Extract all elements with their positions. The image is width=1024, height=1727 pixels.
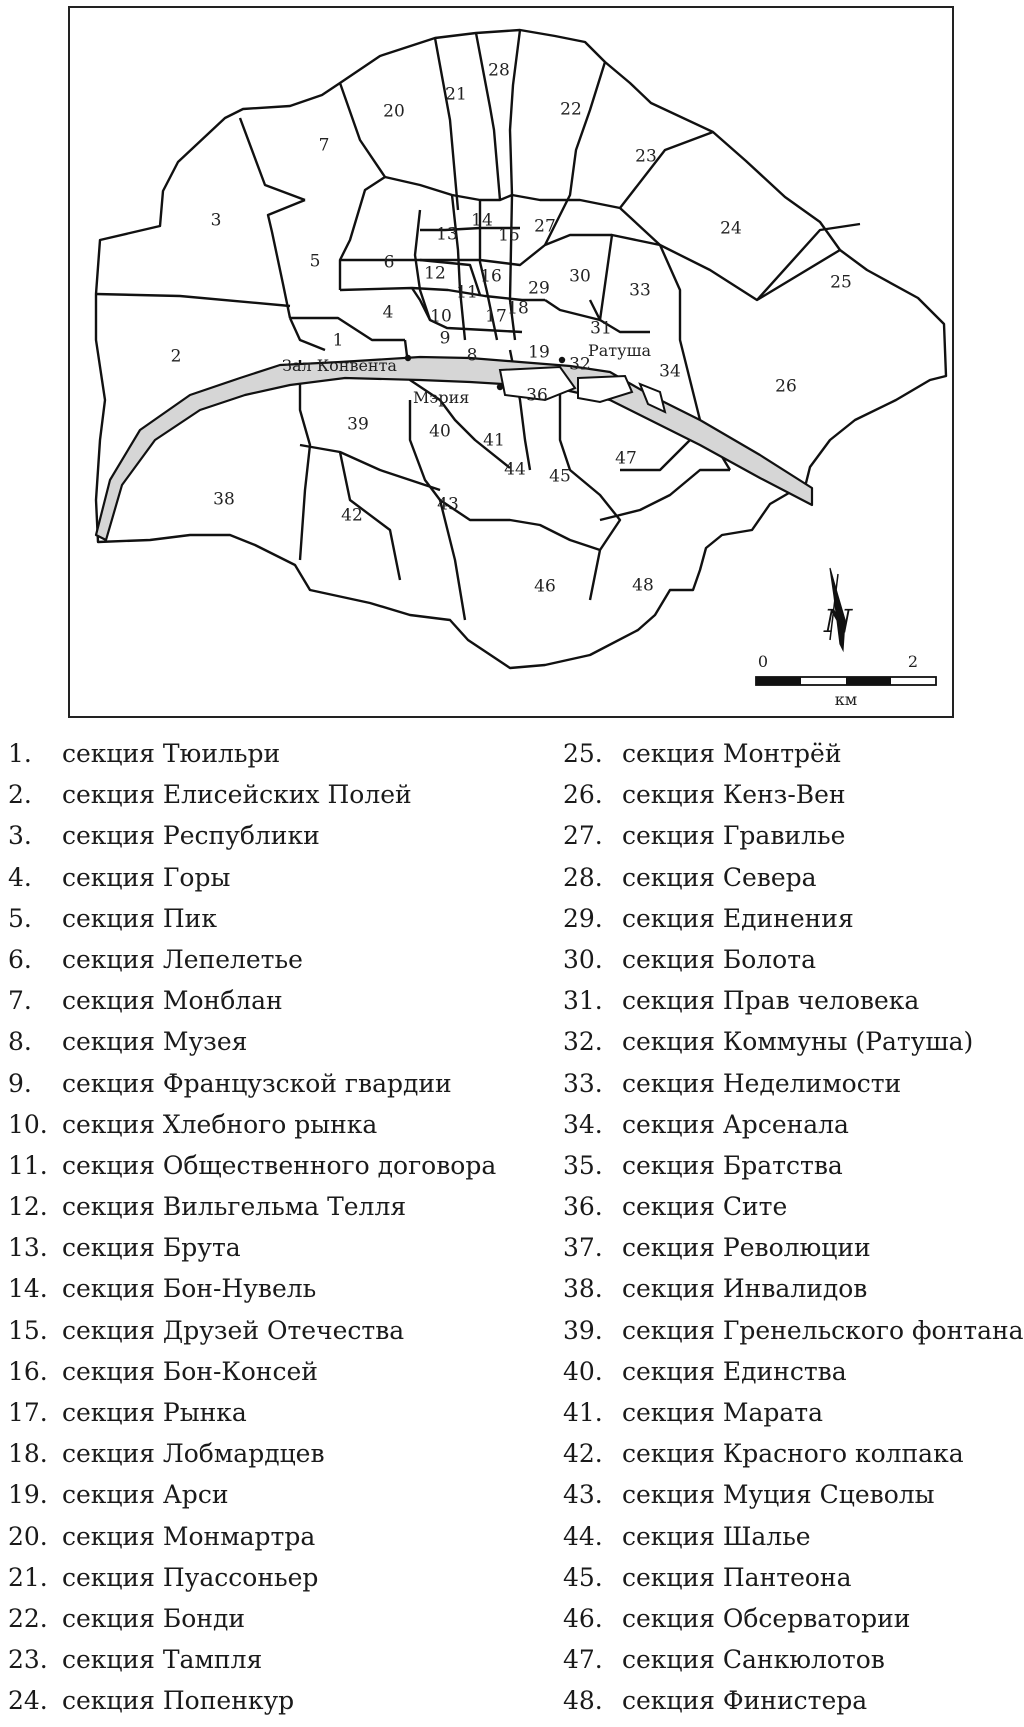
legend-section-name: секция Рынка	[62, 1398, 247, 1427]
legend-number: 48.	[563, 1686, 603, 1716]
section-number-25: 25	[830, 272, 852, 293]
legend-section-name: секция Друзей Отечества	[62, 1315, 405, 1345]
section-number-28: 28	[488, 60, 510, 81]
legend-section-name: секция Братства	[622, 1150, 843, 1180]
section-number-40: 40	[429, 421, 451, 442]
legend-number: 23.	[8, 1645, 48, 1675]
north-letter: N	[824, 602, 852, 640]
section-number-38: 38	[213, 489, 235, 510]
legend-section-name: секция Неделимости	[622, 1068, 902, 1098]
legend-number: 12.	[8, 1192, 48, 1222]
legend-section-name: секция Болота	[622, 944, 816, 974]
legend-section-name: секция Бон-Нувель	[62, 1274, 317, 1304]
legend-number: 44.	[563, 1521, 603, 1551]
section-number-47: 47	[615, 448, 637, 469]
legend-section-name: секция Гренельского фонтана	[622, 1315, 1024, 1345]
section-number-33: 33	[629, 280, 651, 301]
legend-section-name: секция Пик	[62, 903, 217, 933]
legend-number: 47.	[563, 1645, 603, 1675]
legend-number: 30.	[563, 944, 603, 974]
city-hall-label: Ратуша	[588, 341, 651, 360]
legend-section-name: секция Пуассоньер	[62, 1562, 319, 1592]
legend-number: 26.	[563, 780, 603, 810]
legend-section-name: секция Горы	[62, 862, 231, 892]
legend-number: 7.	[8, 986, 32, 1016]
legend-section-name: секция Шалье	[622, 1521, 811, 1551]
legend-section-name: секция Сите	[622, 1192, 788, 1222]
legend-number: 21.	[8, 1562, 48, 1592]
section-number-46: 46	[534, 576, 556, 597]
legend-number: 10.	[8, 1109, 48, 1139]
legend-section-name: секция Единения	[622, 903, 854, 933]
legend-number: 35.	[563, 1150, 603, 1180]
section-number-2: 2	[170, 346, 182, 367]
legend-section-name: секция Монмартра	[62, 1521, 316, 1551]
legend-section-name: секция Монблан	[62, 986, 283, 1016]
section-number-48: 48	[632, 575, 654, 596]
section-number-26: 26	[775, 376, 797, 397]
legend-number: 18.	[8, 1439, 48, 1469]
section-number-6: 6	[383, 252, 395, 273]
legend-number: 32.	[563, 1027, 603, 1057]
legend-number: 20.	[8, 1521, 48, 1551]
section-number-1: 1	[332, 330, 344, 351]
section-number-44: 44	[504, 459, 526, 480]
legend-section-name: секция Красного колпака	[622, 1439, 964, 1469]
legend-section-name: секция Лепелетье	[62, 944, 303, 974]
section-boundaries	[96, 30, 946, 668]
legend-number: 29.	[563, 903, 603, 933]
legend-section-name: секция Елисейских Полей	[62, 780, 412, 810]
scale-unit-label: км	[834, 690, 858, 709]
legend-section-name: секция Бонди	[62, 1603, 246, 1633]
section-number-11: 11	[456, 282, 478, 303]
legend-section-name: секция Республики	[62, 821, 320, 851]
section-number-43: 43	[437, 494, 459, 515]
legend-section-name: секция Муция Сцеволы	[622, 1480, 935, 1510]
legend-section-name: секция Французской гвардии	[62, 1068, 452, 1098]
section-number-20: 20	[383, 101, 405, 122]
section-number-30: 30	[569, 266, 591, 287]
legend-number: 34.	[563, 1109, 603, 1139]
section-number-23: 23	[635, 146, 657, 167]
legend-number: 1.	[8, 739, 32, 768]
section-number-32: 32	[569, 354, 591, 375]
legend-number: 40.	[563, 1356, 603, 1386]
section-number-7: 7	[318, 135, 330, 156]
legend-section-name: секция Брута	[62, 1233, 241, 1263]
legend-number: 13.	[8, 1233, 48, 1263]
legend-section-name: секция Хлебного рынка	[62, 1109, 378, 1139]
legend-section-name: секция Марата	[622, 1398, 824, 1427]
legend-number: 33.	[563, 1068, 603, 1098]
legend-section-name: секция Вильгельма Телля	[62, 1192, 407, 1222]
legend-section-name: секция Монтрёй	[622, 739, 842, 768]
legend-section-name: секция Пантеона	[622, 1562, 852, 1592]
section-number-41: 41	[483, 430, 505, 451]
legend-section-name: секция Финистера	[622, 1686, 868, 1716]
legend-section-name: секция Обсерватории	[622, 1603, 911, 1633]
legend-section-name: секция Прав человека	[622, 986, 920, 1016]
section-number-42: 42	[341, 505, 363, 526]
legend-number: 9.	[8, 1068, 32, 1098]
legend-number: 17.	[8, 1398, 48, 1427]
legend-number: 28.	[563, 862, 603, 892]
legend-number: 41.	[563, 1398, 603, 1427]
section-number-36: 36	[526, 385, 548, 406]
legend-section-name: секция Кенз-Вен	[622, 780, 846, 810]
city-hall-marker	[559, 357, 565, 363]
legend-number: 3.	[8, 821, 32, 851]
legend-section-name: секция Арсенала	[622, 1109, 849, 1139]
section-number-17: 17	[485, 306, 507, 327]
legend-number: 36.	[563, 1192, 603, 1222]
legend-section-name: секция Бон-Консей	[62, 1356, 318, 1386]
legend-section-name: секция Музея	[62, 1027, 248, 1057]
north-arrow	[823, 568, 853, 650]
mairie-label: Мэрия	[413, 388, 470, 407]
scale-bar	[756, 652, 936, 709]
paris-sections-map	[0, 0, 1024, 730]
section-number-18: 18	[507, 298, 529, 319]
legend-number: 39.	[563, 1315, 603, 1345]
legend-number: 46.	[563, 1603, 603, 1633]
legend-section-name: секция Попенкур	[62, 1686, 295, 1716]
legend-number: 8.	[8, 1027, 32, 1057]
scale-start-label: 0	[757, 652, 769, 671]
legend-number: 31.	[563, 986, 603, 1016]
scale-end-label: 2	[907, 652, 919, 671]
legend-number: 45.	[563, 1562, 603, 1592]
legend-number: 19.	[8, 1480, 48, 1510]
mairie-marker	[497, 384, 503, 390]
section-number-12: 12	[424, 263, 446, 284]
legend-number: 2.	[8, 780, 32, 810]
legend-number: 27.	[563, 821, 603, 851]
legend-section-name: секция Общественного договора	[62, 1150, 497, 1180]
section-number-39: 39	[347, 414, 369, 435]
section-number-34: 34	[659, 361, 681, 382]
section-number-31: 31	[590, 318, 612, 339]
legend-number: 5.	[8, 903, 32, 933]
section-number-15: 15	[498, 225, 520, 246]
section-number-21: 21	[445, 84, 467, 105]
legend-section-name: секция Тюильри	[62, 739, 281, 768]
legend-section-name: секция Севера	[622, 862, 817, 892]
section-number-19: 19	[528, 342, 550, 363]
legend-number: 42.	[563, 1439, 603, 1469]
legend-number: 25.	[563, 739, 603, 768]
section-number-9: 9	[439, 328, 451, 349]
section-number-8: 8	[466, 345, 478, 366]
section-number-27: 27	[534, 216, 556, 237]
legend-number: 24.	[8, 1686, 48, 1716]
legend-number: 37.	[563, 1233, 603, 1263]
legend-section-name: секция Гравилье	[622, 821, 846, 851]
legend-section-name: секция Революции	[622, 1233, 871, 1263]
section-number-45: 45	[549, 466, 571, 487]
section-number-5: 5	[309, 251, 321, 272]
section-number-16: 16	[480, 266, 502, 287]
section-number-24: 24	[720, 218, 742, 239]
legend-number: 6.	[8, 944, 32, 974]
section-number-22: 22	[560, 99, 582, 120]
legend-section-name: секция Единства	[622, 1356, 847, 1386]
section-number-29: 29	[528, 278, 550, 299]
legend-number: 14.	[8, 1274, 48, 1304]
section-number-14: 14	[471, 210, 493, 231]
legend-number: 38.	[563, 1274, 603, 1304]
convention-hall-label: Зал Конвента	[282, 356, 397, 375]
section-number-10: 10	[430, 306, 452, 327]
section-number-4: 4	[382, 302, 394, 323]
legend-section-name: секция Лобмардцев	[62, 1439, 325, 1469]
legend-number: 15.	[8, 1315, 48, 1345]
legend-number: 4.	[8, 862, 32, 892]
legend-number: 43.	[563, 1480, 603, 1510]
legend-section-name: секция Арси	[62, 1480, 229, 1510]
legend-section-name: секция Тампля	[62, 1645, 263, 1675]
legend-section-name: секция Коммуны (Ратуша)	[622, 1027, 974, 1057]
section-number-13: 13	[436, 224, 458, 245]
legend-section-name: секция Инвалидов	[622, 1274, 868, 1304]
convention-hall-marker	[405, 355, 411, 361]
legend-number: 11.	[8, 1150, 48, 1180]
section-number-3: 3	[210, 210, 222, 231]
legend-number: 16.	[8, 1356, 48, 1386]
legend-section-name: секция Санкюлотов	[622, 1645, 885, 1675]
city-outline	[96, 30, 946, 668]
legend-number: 22.	[8, 1603, 48, 1633]
